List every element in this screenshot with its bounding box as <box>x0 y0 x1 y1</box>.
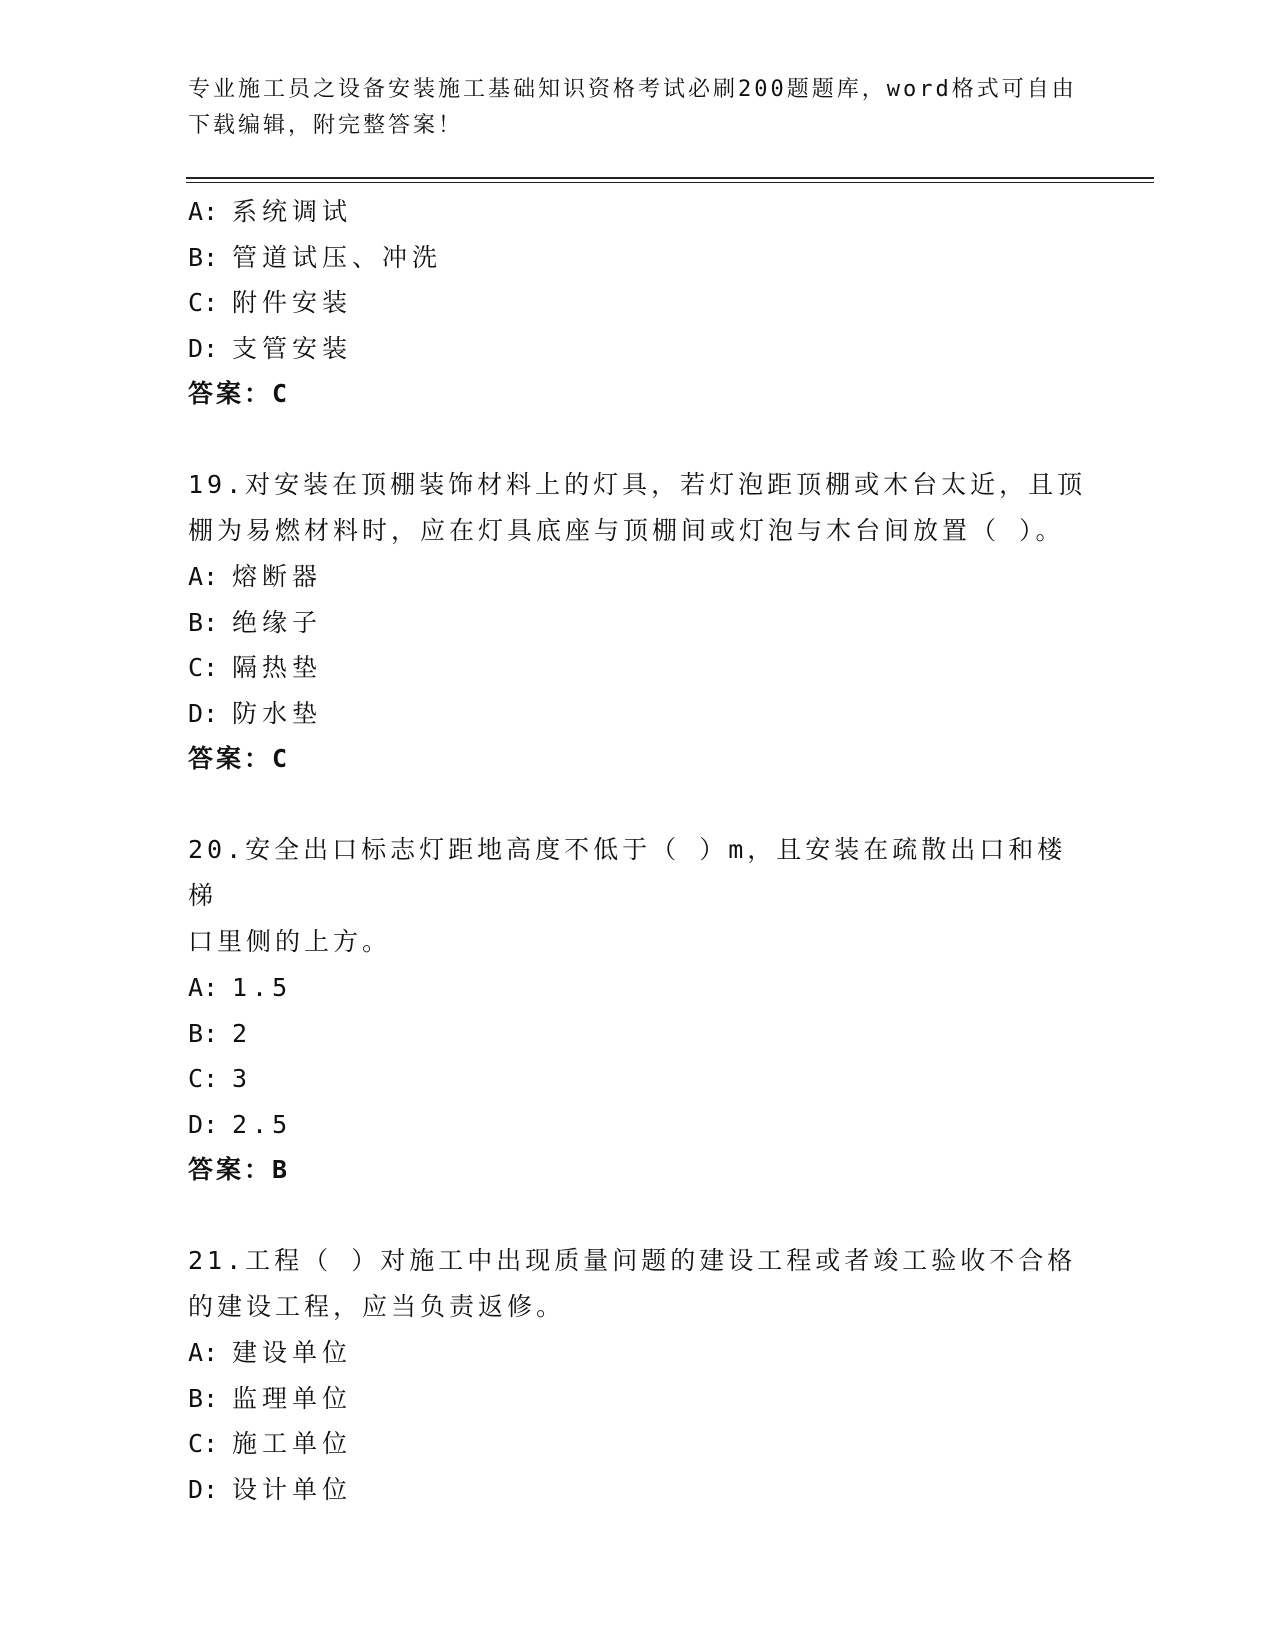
option-letter: B: <box>188 242 219 272</box>
option-text: 2 <box>232 1018 253 1048</box>
option-b <box>188 1011 1088 1057</box>
option-text: 3 <box>232 1064 253 1093</box>
option-text: 附件安装 <box>232 288 353 317</box>
header-divider <box>186 177 1154 179</box>
question-stem-line: 的建设工程，应当负责返修。 <box>188 1292 566 1321</box>
question-18 <box>188 189 1088 417</box>
option-text: 熔断器 <box>232 562 323 591</box>
option-c <box>188 280 1088 326</box>
option-letter: D: <box>188 1109 219 1139</box>
question-stem <box>188 1238 1088 1330</box>
option-a <box>188 554 1088 600</box>
question-list <box>188 189 1088 1512</box>
option-letter: C: <box>188 288 219 317</box>
question-stem-line: 棚为易燃材料时，应在灯具底座与顶棚间或灯泡与木台间放置（ ）。 <box>188 516 1065 545</box>
option-text: 系统调试 <box>232 197 353 226</box>
question-19 <box>188 462 1088 782</box>
option-c <box>188 1056 1088 1102</box>
answer-line: 答案：C <box>188 744 291 773</box>
option-letter: B: <box>188 607 219 637</box>
option-letter: C: <box>188 1429 219 1458</box>
option-text: 建设单位 <box>232 1338 353 1367</box>
option-text: 绝缘子 <box>232 607 323 637</box>
option-letter: C: <box>188 653 219 682</box>
option-letter: B: <box>188 1018 219 1048</box>
option-text: 1.5 <box>232 973 293 1002</box>
option-letter: A: <box>188 973 219 1002</box>
option-a <box>188 1330 1088 1376</box>
header-divider-thin <box>186 182 1154 183</box>
option-letter: A: <box>188 1338 219 1367</box>
header-line-1: 专业施工员之设备安装施工基础知识资格考试必刷200题题库，word格式可自由 <box>188 77 1077 102</box>
page-header <box>188 72 1088 144</box>
option-b <box>188 1376 1088 1422</box>
question-21 <box>188 1238 1088 1512</box>
option-text: 管道试压、冲洗 <box>232 242 443 272</box>
option-text: 监理单位 <box>232 1383 353 1413</box>
option-d <box>188 1102 1088 1148</box>
option-letter: D: <box>188 1474 219 1504</box>
option-d <box>188 691 1088 737</box>
option-b <box>188 235 1088 281</box>
option-a <box>188 965 1088 1011</box>
option-letter: C: <box>188 1064 219 1093</box>
option-letter: A: <box>188 562 219 591</box>
question-stem <box>188 827 1088 965</box>
option-text: 施工单位 <box>232 1429 353 1458</box>
option-text: 2.5 <box>232 1109 293 1139</box>
option-text: 隔热垫 <box>232 653 323 682</box>
option-text: 防水垫 <box>232 698 323 728</box>
option-letter: D: <box>188 333 219 363</box>
option-b <box>188 600 1088 646</box>
question-stem <box>188 462 1088 554</box>
option-letter: D: <box>188 698 219 728</box>
question-20 <box>188 827 1088 1193</box>
option-letter: B: <box>188 1383 219 1413</box>
option-a <box>188 189 1088 235</box>
question-stem-line: 口里侧的上方。 <box>188 927 392 956</box>
option-d <box>188 1467 1088 1513</box>
option-text: 支管安装 <box>232 333 353 363</box>
option-c <box>188 645 1088 691</box>
header-line-2: 下载编辑，附完整答案！ <box>188 113 464 138</box>
question-stem-line: 19.对安装在顶棚装饰材料上的灯具，若灯泡距顶棚或木台太近，且顶 <box>188 470 1087 499</box>
answer-line: 答案：C <box>188 379 291 408</box>
option-text: 设计单位 <box>232 1474 353 1504</box>
answer-line: 答案：B <box>188 1155 291 1184</box>
option-d <box>188 326 1088 372</box>
option-c <box>188 1421 1088 1467</box>
option-letter: A: <box>188 197 219 226</box>
question-stem-line: 21.工程（ ）对施工中出现质量问题的建设工程或者竣工验收不合格 <box>188 1246 1077 1275</box>
question-stem-line: 20.安全出口标志灯距地高度不低于（ ）m，且安装在疏散出口和楼梯 <box>188 835 1067 910</box>
